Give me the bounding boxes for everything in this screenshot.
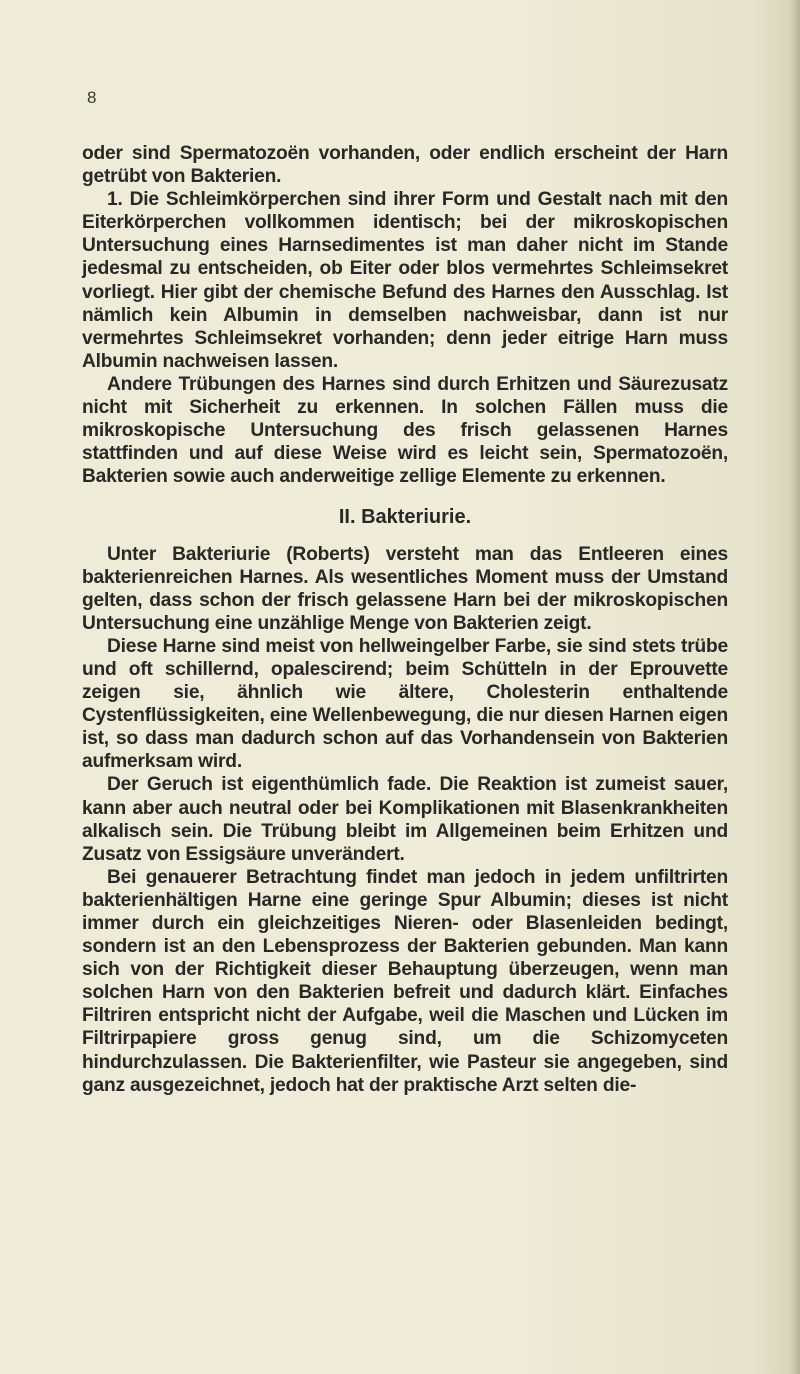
paragraph-5: Diese Harne sind meist von hellweingelber Farbe, sie sind stets trübe und oft schillernd, opalescirend; beim Schütteln in der Eprouvette zeigen sie, ähnlich wie ältere, Cholesterin enthaltende Cystenflüssigkeiten, eine Wellenbewegung, die nur diesen Harnen eigen ist, so dass man dadurch schon auf das Vorhandensein von Bakterien aufmerksam wird. — [82, 635, 728, 773]
page-edge-shadow — [790, 0, 800, 1374]
body-text — [82, 142, 728, 1097]
paragraph-1: oder sind Spermatozoën vorhanden, oder endlich erscheint der Harn getrübt von Bakterien. — [82, 143, 728, 188]
paragraph-4: Unter Bakteriurie (Roberts) versteht man das Entleeren eines bakterienreichen Harnes. Als wesentliches Moment muss der Umstand gelten, dass schon der frisch gelassene Harn bei der mikroskopischen Untersuchung eine unzählige Menge von Bakterien zeigt. — [82, 543, 728, 634]
paragraph-2: 1. Die Schleimkörperchen sind ihrer Form und Gestalt nach mit den Eiterkörperchen vollkommen identisch; bei der mikroskopischen Untersuchung eines Harnsedimentes ist man daher nicht im Stande jedesmal zu entscheiden, ob Eiter oder blos vermehrtes Schleimsekret vorliegt. Hier gibt der chemische Befund des Harnes den Ausschlag. Ist nämlich kein Albumin in demselben nachweisbar, dann ist nur vermehrtes Schleimsekret vorhanden; denn jeder eitrige Harn muss Albumin nachweisen lassen. — [82, 189, 728, 372]
page-number: 8 — [87, 88, 97, 107]
section-heading: II. Bakteriurie. — [338, 506, 472, 529]
paragraph-7: Bei genauerer Betrachtung findet man jedoch in jedem unfiltrirten bakterienhältigen Harne eine geringe Spur Albumin; dieses ist nicht immer durch ein gleichzeitiges Nieren- oder Blasenleiden bedingt, sondern ist an den Lebensprozess der Bakterien gebunden. Man kann sich von der Richtigkeit dieser Behauptung überzeugen, wenn man solchen Harn von den Bakterien befreit und dadurch klärt. Einfaches Filtriren entspricht nicht der Aufgabe, weil die Maschen und Lücken im Filtrirpapiere gross genug sind, um die Schizomyceten hindurchzulassen. Die Bakterienfilter, wie Pasteur sie angegeben, sind ganz ausgezeichnet, jedoch hat der praktische Arzt selten die- — [82, 866, 728, 1096]
paragraph-6: Der Geruch ist eigenthümlich fade. Die Reaktion ist zumeist sauer, kann aber auch neutral oder bei Komplikationen mit Blasenkrankheiten alkalisch sein. Die Trübung bleibt im Allgemeinen beim Erhitzen und Zusatz von Essigsäure unverändert. — [82, 774, 728, 865]
paragraph-3: Andere Trübungen des Harnes sind durch Erhitzen und Säurezusatz nicht mit Sicherheit zu erkennen. In solchen Fällen muss die mikroskopische Untersuchung des frisch gelassenen Harnes stattfinden und auf diese Weise wird es leicht sein, Spermatozoën, Bakterien sowie auch anderweitige zellige Elemente zu erkennen. — [82, 373, 728, 488]
